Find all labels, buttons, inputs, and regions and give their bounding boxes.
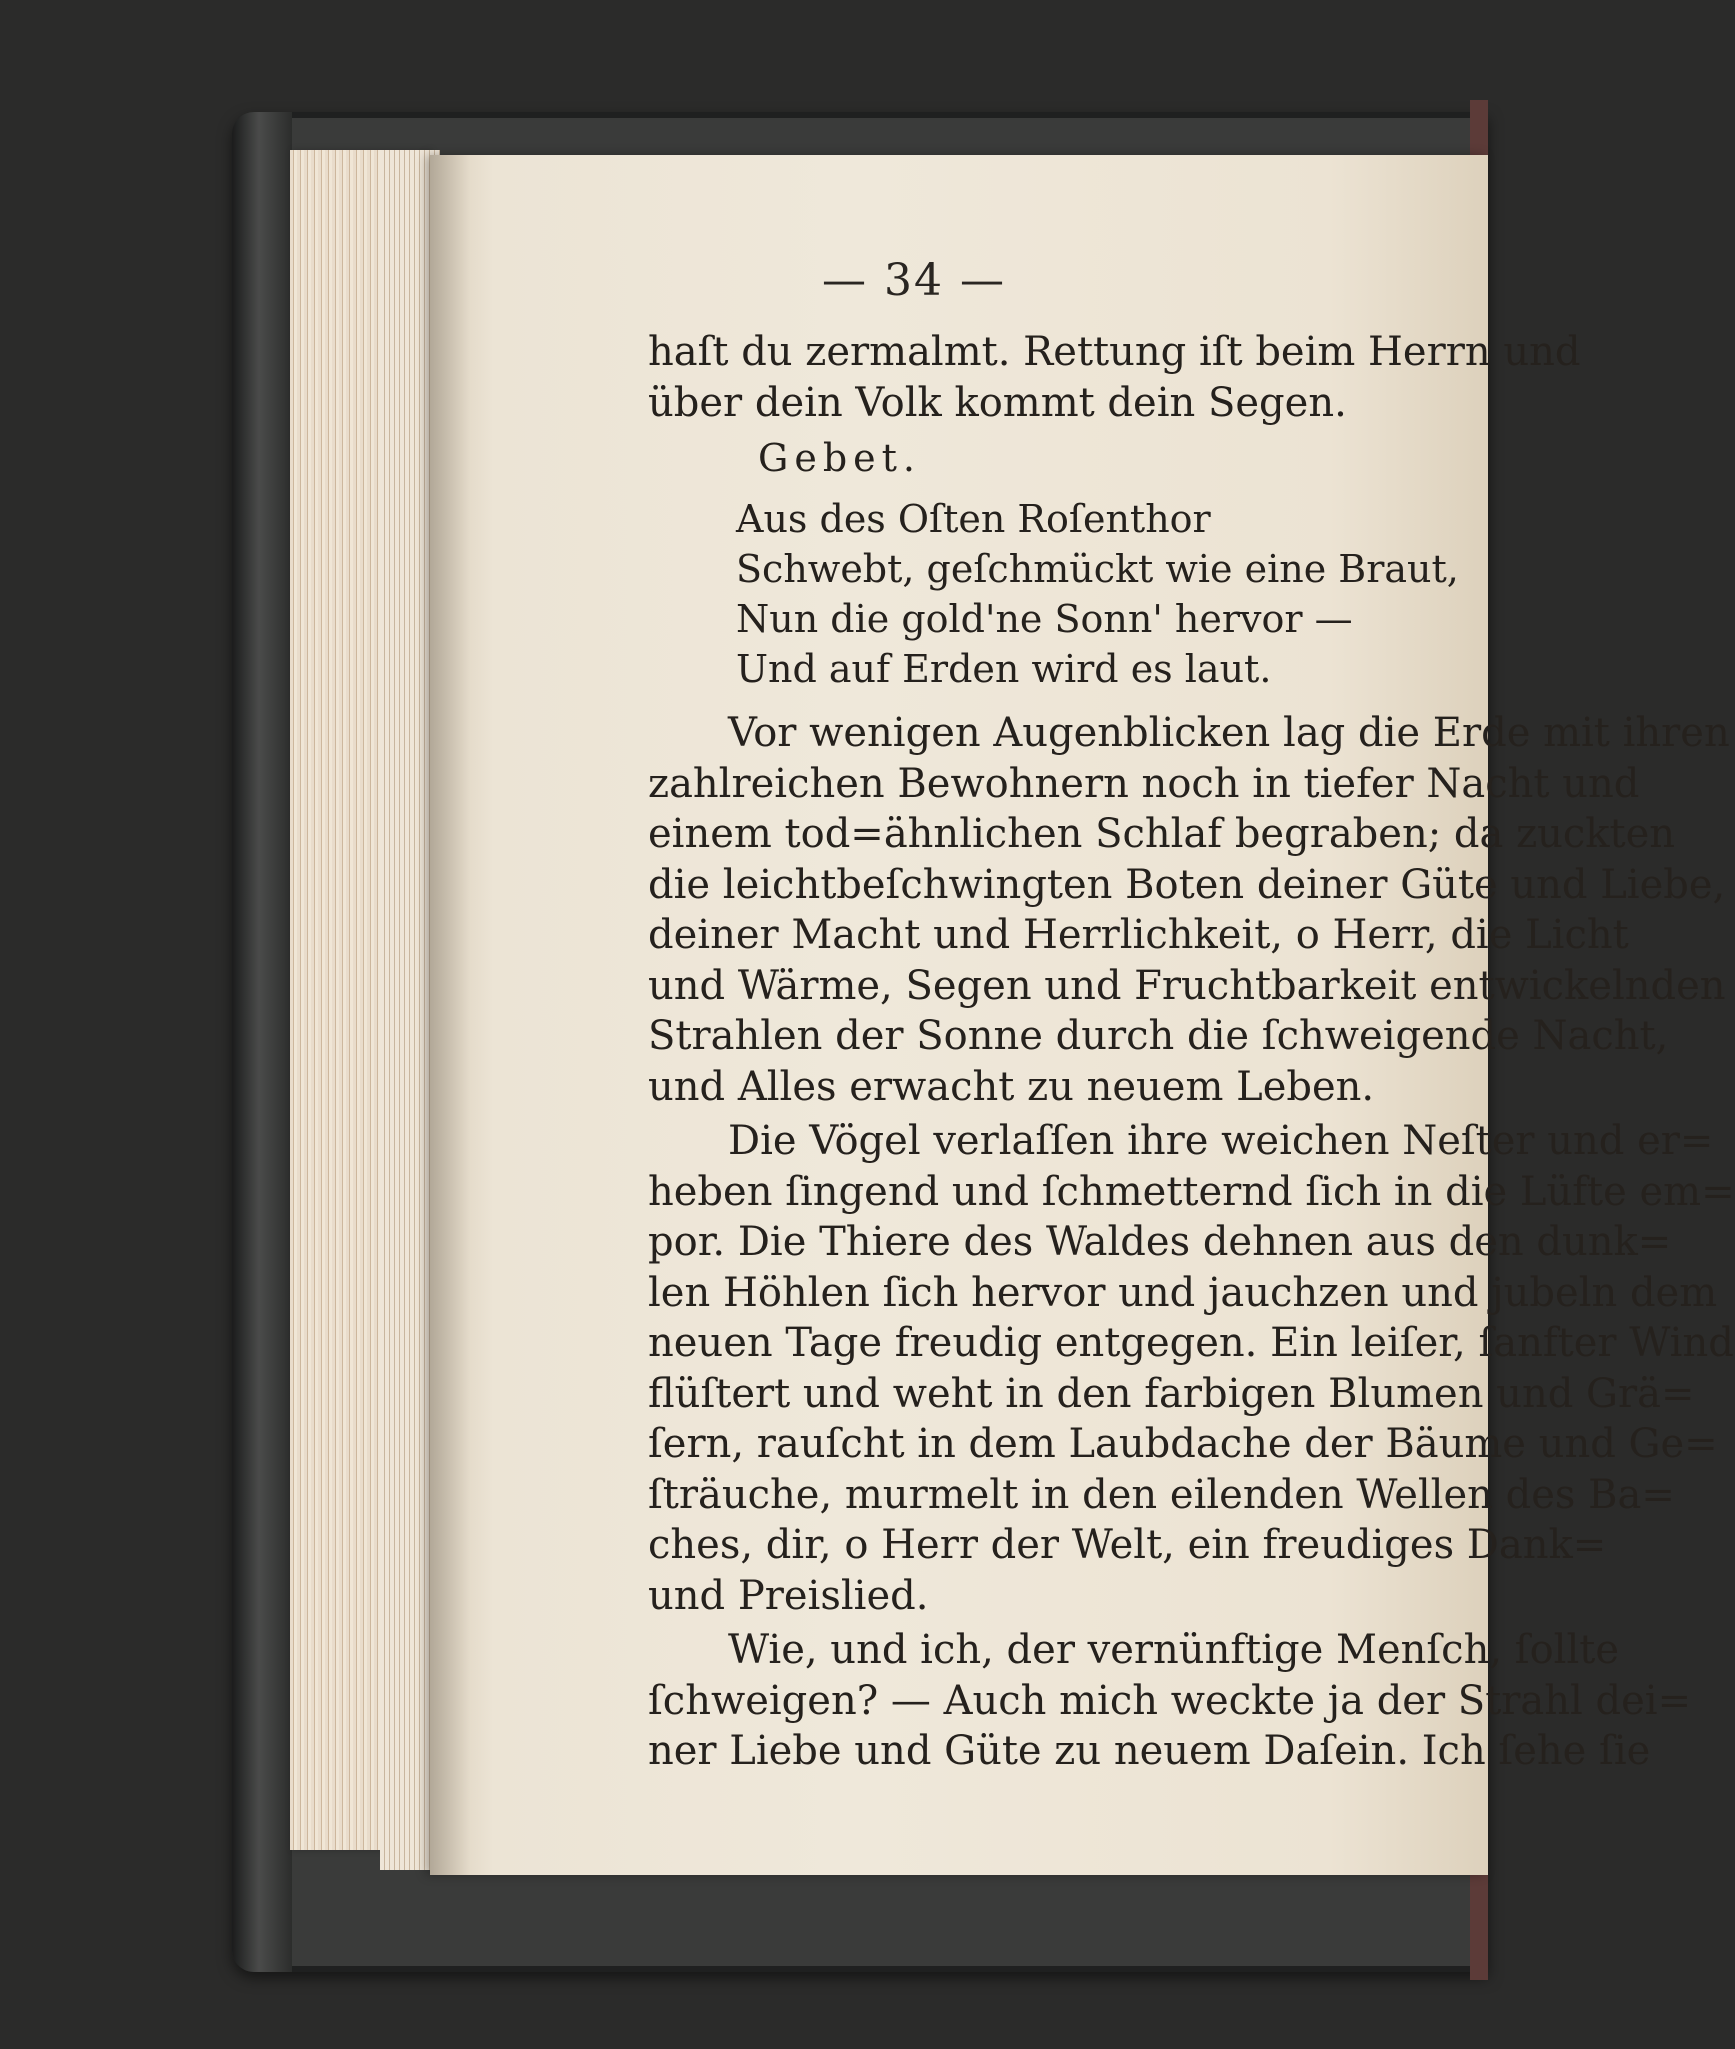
text-line: ſchweigen? — Auch mich weckte ja der Strahl dei=	[648, 1677, 1692, 1724]
text-line: haſt du zermalmt. Rettung iſt beim Herrn und	[648, 329, 1581, 375]
text-line: heben ſingend und ſchmetternd ſich in die Lüfte em=	[648, 1168, 1735, 1215]
verse-line: Nun die gold'ne Sonn' hervor —	[736, 597, 1353, 641]
text-line: ches, dir, o Herr der Welt, ein freudiges Dank=	[648, 1522, 1607, 1568]
prayer-heading: Gebet.	[758, 436, 922, 480]
page-text	[648, 327, 1735, 1777]
text-line: neuen Tage freudig entgegen. Ein leiſer, ſanfter Wind	[648, 1320, 1734, 1366]
verse-line: Und auf Erden wird es laut.	[736, 647, 1272, 691]
verse-line: Aus des Oſten Roſenthor	[736, 497, 1211, 541]
page-number: — 34 —	[822, 255, 1006, 306]
text-line: flüſtert und weht in den farbigen Blumen und Grä=	[648, 1370, 1695, 1417]
text-line: die leichtbeſchwingten Boten deiner Güte und Liebe,	[648, 861, 1726, 908]
text-line: deiner Macht und Herrlichkeit, o Herr, die Licht	[648, 912, 1629, 958]
text-line: Vor wenigen Augenblicken lag die Erde mit ihren	[728, 710, 1730, 756]
text-line: ſträuche, murmelt in den eilenden Wellen des Ba=	[648, 1471, 1675, 1518]
text-line: und Preislied.	[648, 1572, 929, 1619]
text-line: Strahlen der Sonne durch die ſchweigende Nacht,	[648, 1013, 1669, 1059]
text-line: einem tod=ähnlichen Schlaf begraben; da zuckten	[648, 811, 1676, 857]
text-line: Wie, und ich, der vernünftige Menſch, ſollte	[728, 1627, 1619, 1673]
text-line: und Alles erwacht zu neuem Leben.	[648, 1063, 1375, 1110]
text-line: por. Die Thiere des Waldes dehnen aus den dunk=	[648, 1219, 1672, 1265]
book-page	[430, 155, 1735, 1875]
text-line: len Höhlen ſich hervor und jauchzen und jubeln dem	[648, 1269, 1718, 1316]
book-spine-edge	[232, 112, 292, 1972]
gutter-shadow	[430, 155, 470, 1875]
text-line: ner Liebe und Güte zu neuem Daſein. Ich ſehe ſie	[648, 1728, 1651, 1774]
text-line: und Wärme, Segen und Fruchtbarkeit entwickelnden	[648, 962, 1726, 1009]
text-line: zahlreichen Bewohnern noch in tiefer Nacht und	[648, 760, 1640, 807]
verse-line: Schwebt, geſchmückt wie eine Braut,	[736, 547, 1459, 591]
text-line: Die Vögel verlaſſen ihre weichen Neſter und er=	[728, 1118, 1714, 1164]
text-line: ſern, rauſcht in dem Laubdache der Bäume und Ge=	[648, 1421, 1718, 1467]
text-line: über dein Volk kommt dein Segen.	[648, 379, 1347, 426]
